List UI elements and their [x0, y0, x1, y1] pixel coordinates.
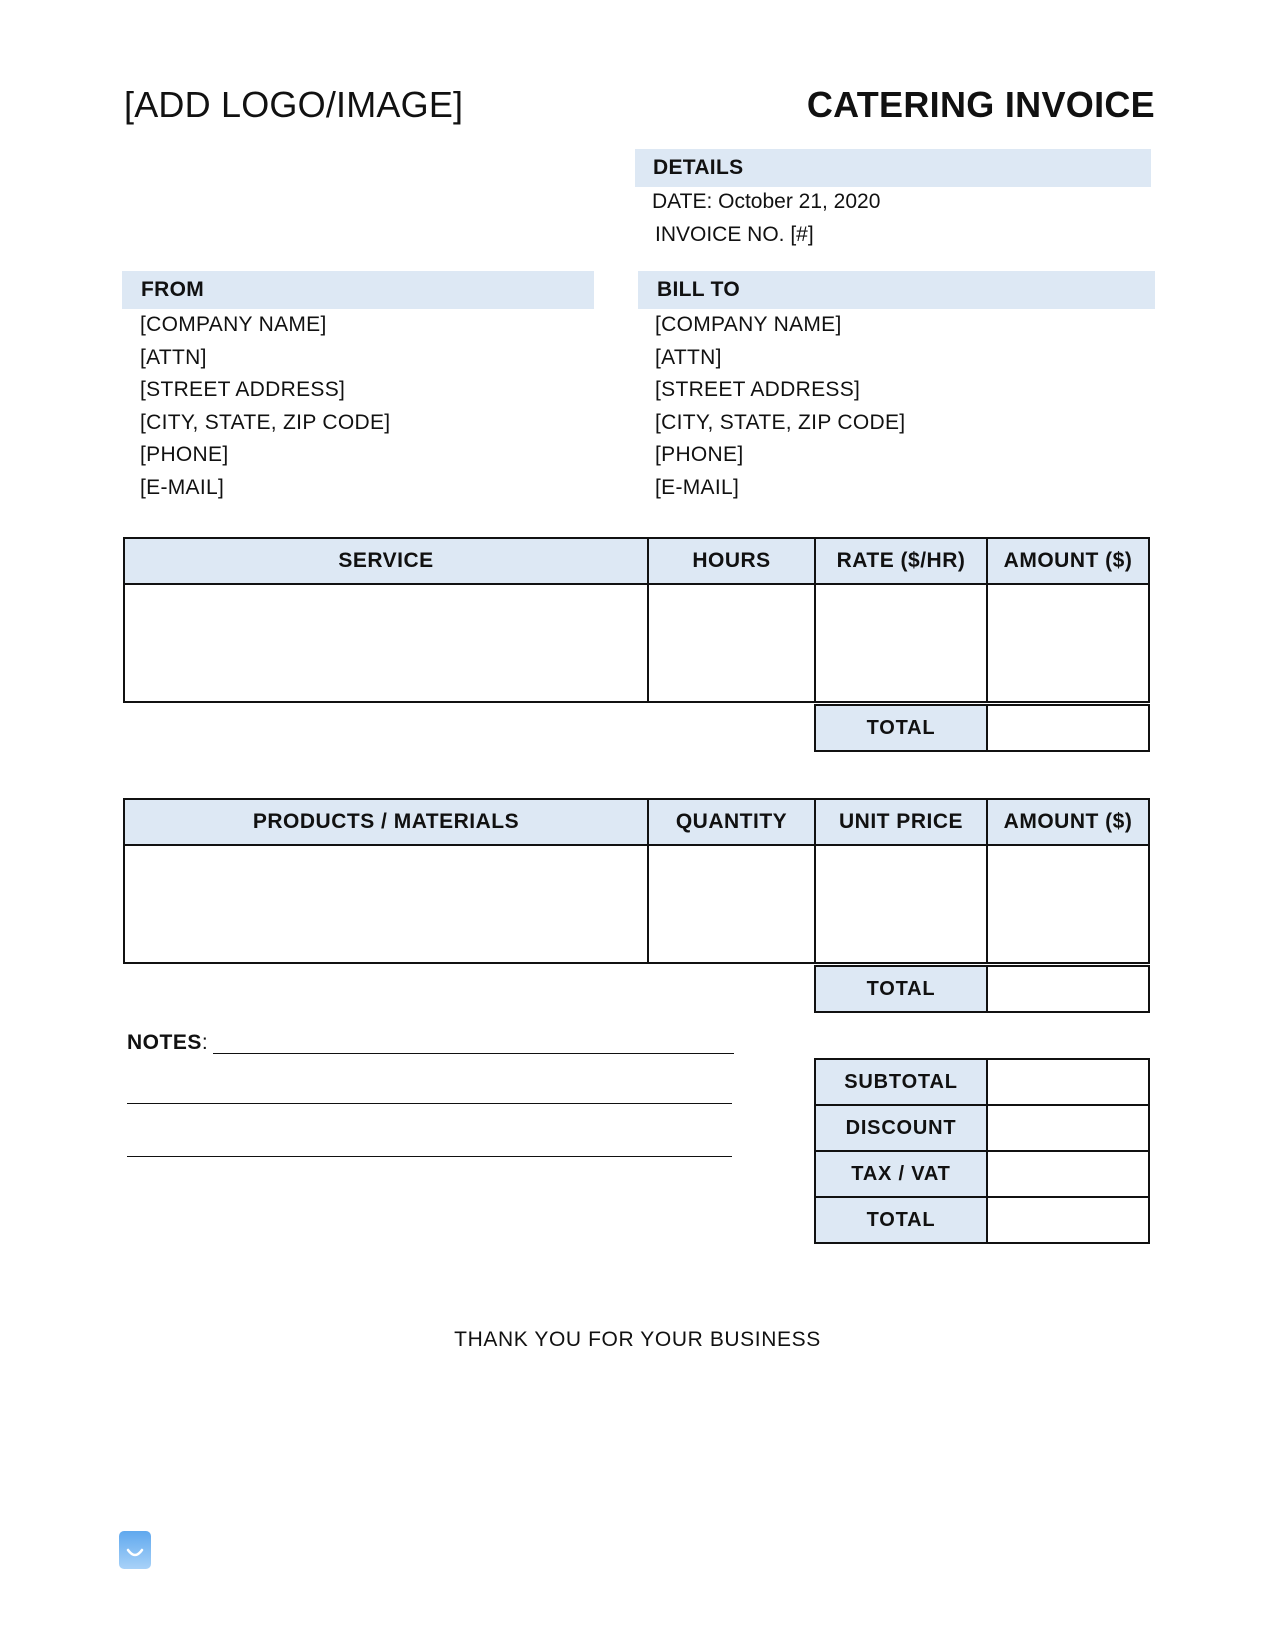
subtotal-value[interactable]: [987, 1059, 1149, 1105]
column-header-unit-price: UNIT PRICE: [815, 799, 987, 845]
app-logo-icon: [119, 1531, 151, 1569]
from-company-name: [COMPANY NAME]: [140, 313, 327, 336]
notes-label-wrap: [127, 1031, 208, 1055]
from-heading: FROM: [122, 271, 594, 309]
services-header-row: [124, 538, 1149, 584]
bill-to-address-block: [655, 309, 905, 504]
products-total-label: TOTAL: [815, 966, 987, 1012]
bill-to-email: [E-MAIL]: [655, 475, 740, 499]
logo-placeholder: [ADD LOGO/IMAGE]: [124, 84, 464, 125]
subtotal-label: SUBTOTAL: [815, 1059, 987, 1105]
table-row: [815, 1197, 1149, 1243]
page-title: CATERING INVOICE: [806, 84, 1155, 125]
notes-line-2[interactable]: [127, 1103, 732, 1104]
table-row: [124, 584, 1149, 702]
tax-vat-value[interactable]: [987, 1151, 1149, 1197]
from-attn: [ATTN]: [140, 345, 207, 369]
table-row: [815, 1105, 1149, 1151]
products-table: [123, 798, 1150, 964]
invoice-number: INVOICE NO. [#]: [655, 223, 814, 246]
column-header-amount: AMOUNT ($): [987, 538, 1149, 584]
products-total-row: [815, 966, 1149, 1012]
grand-total-label: TOTAL: [815, 1197, 987, 1243]
services-total-value[interactable]: [987, 705, 1149, 751]
tax-vat-label: TAX / VAT: [815, 1151, 987, 1197]
from-email: [E-MAIL]: [140, 475, 225, 499]
column-header-products: PRODUCTS / MATERIALS: [124, 799, 648, 845]
rate-cell[interactable]: [815, 584, 987, 702]
smile-icon: [119, 1531, 151, 1569]
column-header-quantity: QUANTITY: [648, 799, 815, 845]
bill-to-heading: BILL TO: [638, 271, 1155, 309]
amount-cell[interactable]: [987, 584, 1149, 702]
service-cell[interactable]: [124, 584, 648, 702]
unit-price-cell[interactable]: [815, 845, 987, 963]
column-header-rate: RATE ($/HR): [815, 538, 987, 584]
products-header-row: [124, 799, 1149, 845]
table-row: [815, 1059, 1149, 1105]
notes-line-3[interactable]: [127, 1156, 732, 1157]
column-header-hours: HOURS: [648, 538, 815, 584]
services-total-table: [814, 704, 1150, 752]
services-table: [123, 537, 1150, 703]
invoice-date: DATE: October 21, 2020: [652, 190, 881, 213]
table-row: [815, 1151, 1149, 1197]
discount-value[interactable]: [987, 1105, 1149, 1151]
discount-label: DISCOUNT: [815, 1105, 987, 1151]
bill-to-street-address: [STREET ADDRESS]: [655, 378, 861, 401]
from-address-block: [140, 309, 390, 504]
column-header-amount: AMOUNT ($): [987, 799, 1149, 845]
product-cell[interactable]: [124, 845, 648, 963]
bill-to-company-name: [COMPANY NAME]: [655, 313, 842, 336]
from-city-state-zip: [CITY, STATE, ZIP CODE]: [140, 410, 391, 434]
thank-you-message: THANK YOU FOR YOUR BUSINESS: [454, 1328, 821, 1351]
notes-line-1[interactable]: [213, 1053, 734, 1054]
services-total-row: [815, 705, 1149, 751]
table-row: [124, 845, 1149, 963]
details-heading: DETAILS: [635, 149, 1151, 187]
products-total-table: [814, 965, 1150, 1013]
bill-to-attn: [ATTN]: [655, 345, 722, 369]
from-phone: [PHONE]: [140, 443, 229, 466]
bill-to-city-state-zip: [CITY, STATE, ZIP CODE]: [655, 410, 906, 434]
hours-cell[interactable]: [648, 584, 815, 702]
from-street-address: [STREET ADDRESS]: [140, 378, 346, 401]
services-total-label: TOTAL: [815, 705, 987, 751]
notes-label: NOTES: [127, 1031, 202, 1054]
bill-to-phone: [PHONE]: [655, 443, 744, 466]
notes-colon: :: [201, 1031, 208, 1054]
products-total-value[interactable]: [987, 966, 1149, 1012]
column-header-service: SERVICE: [124, 538, 648, 584]
summary-table: [814, 1058, 1150, 1244]
grand-total-value[interactable]: [987, 1197, 1149, 1243]
amount-cell[interactable]: [987, 845, 1149, 963]
quantity-cell[interactable]: [648, 845, 815, 963]
